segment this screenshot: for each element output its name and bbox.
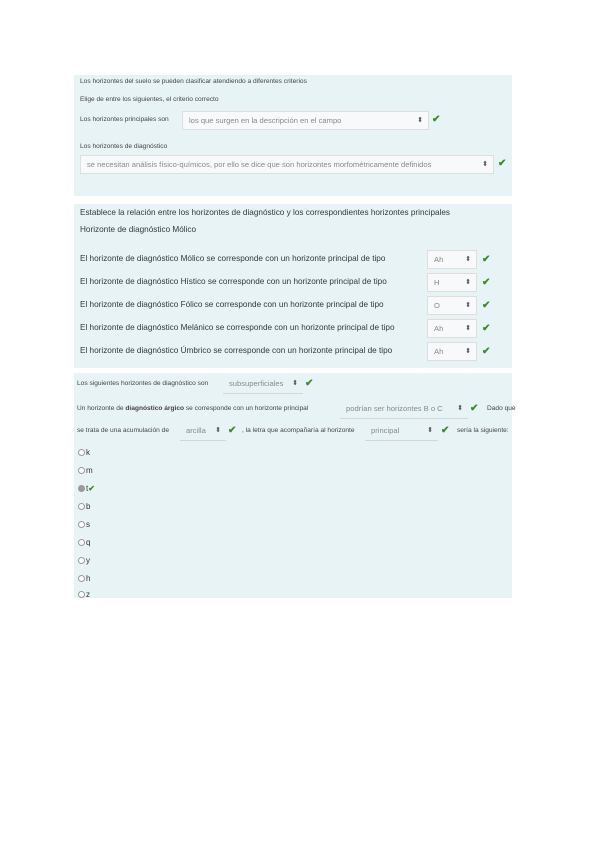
radio-option[interactable] [78,448,90,457]
select-caret-icon: ⬍ [457,405,463,412]
q2-title: Establece la relación entre los horizontes de diagnóstico y los correspondientes horizontes principales [80,208,451,217]
select-caret-icon: ⬍ [292,380,298,387]
select-caret-icon: ⬍ [465,348,471,355]
q2-row-text: El horizonte de diagnóstico Fólico se corresponde con un horizonte principal de tipo [80,300,384,309]
radio-option[interactable] [78,538,90,547]
q1-row2-value: se necesitan análisis físico-químicos, por ello se dice que son horizontes morfométricamente definidos [87,160,432,169]
q2-row-select[interactable] [427,250,477,269]
radio-option[interactable] [78,502,90,511]
check-icon: ✔ [305,378,314,389]
radio-button[interactable] [78,575,85,582]
q3-line3-mid: , la letra que acompañaría al horizonte [242,427,355,434]
q2-row-value: Ah [434,255,444,264]
q2-row-text: El horizonte de diagnóstico Hístico se corresponde con un horizonte principal de tipo [80,277,387,286]
q2-row-select[interactable] [427,342,477,361]
q3-line3-select[interactable] [180,422,226,441]
q2-subtitle: Horizonte de diagnóstico Mólico [80,225,197,234]
q3-line3-post: sería la siguiente: [457,427,509,434]
q1-row1-select[interactable] [182,111,429,130]
radio-option-label: q [86,538,91,547]
q3-line3-value-2: principal [371,426,400,435]
radio-button[interactable] [78,467,85,474]
q3-line3-pre: se trata de una acumulación de [77,427,170,434]
q3-line3-value: arcilla [186,426,206,435]
check-icon: ✔ [88,484,95,493]
radio-button[interactable] [78,503,85,510]
radio-option-label: s [86,520,90,529]
radio-option[interactable] [78,484,95,494]
select-caret-icon: ⬍ [465,279,471,286]
select-caret-icon: ⬍ [215,427,221,434]
q2-row-value: Ah [434,347,444,356]
radio-option-label: t [86,484,89,493]
q3-line2-mid: se corresponde con un horizonte principal [185,405,309,412]
q2-row-select[interactable] [427,319,477,338]
check-icon: ✔ [498,158,507,169]
radio-option-label: y [86,556,90,565]
q2-row-text: El horizonte de diagnóstico Úmbrico se corresponde con un horizonte principal de tipo [80,346,393,355]
radio-option-label: m [86,466,93,475]
q3-line3-select-2[interactable] [365,422,438,441]
check-icon: ✔ [432,114,441,125]
q1-instruction: Elige de entre los siguientes, el criterio correcto [80,96,219,103]
q2-row-text: El horizonte de diagnóstico Mólico se corresponde con un horizonte principal de tipo [80,254,386,263]
q2-row-value: O [434,301,440,310]
select-caret-icon: ⬍ [465,325,471,332]
q3-line2-pre: Un horizonte de [77,405,124,412]
q1-row2-select[interactable] [80,155,494,174]
q3-line1-value: subsuperficiales [229,379,284,388]
check-icon: ✔ [470,403,479,414]
radio-option-label: k [86,448,90,457]
radio-option-label: h [86,574,91,583]
q3-line2 [77,405,308,412]
check-icon: ✔ [228,425,237,436]
q3-line2-select[interactable] [340,400,468,419]
radio-button[interactable] [78,557,85,564]
radio-button[interactable] [78,539,85,546]
q2-row-select[interactable] [427,273,477,292]
check-icon: ✔ [441,425,450,436]
q1-row1-value: los que surgen en la descripción en el campo [189,116,342,125]
check-icon: ✔ [482,277,491,288]
q1-intro: Los horizontes del suelo se pueden clasificar atendiendo a diferentes criterios [80,78,307,85]
radio-button[interactable] [78,521,85,528]
select-caret-icon: ⬍ [427,427,433,434]
q2-row-value: Ah [434,324,444,333]
radio-option-label: b [86,502,91,511]
q3-line2-post: Dado que [487,405,516,412]
check-icon: ✔ [482,300,491,311]
select-caret-icon: ⬍ [465,256,471,263]
select-caret-icon: ⬍ [482,161,488,168]
question-panel-1 [74,75,512,196]
radio-option[interactable] [78,574,90,583]
radio-button[interactable] [78,449,85,456]
check-icon: ✔ [482,323,491,334]
q1-row2-label: Los horizontes de diagnóstico [80,143,168,150]
select-caret-icon: ⬍ [465,302,471,309]
radio-option-label: z [86,590,90,599]
q2-row-select[interactable] [427,296,477,315]
q3-line2-bold: diagnóstico árgico [125,405,185,412]
q3-line2-value: podrían ser horizontes B o C [346,404,443,413]
radio-button[interactable] [78,591,85,598]
check-icon: ✔ [482,254,491,265]
q2-row-text: El horizonte de diagnóstico Melánico se corresponde con un horizonte principal de tipo [80,323,395,332]
q3-line1-label: Los siguientes horizontes de diagnóstico son [77,380,209,387]
q2-row-value: H [434,278,440,287]
check-icon: ✔ [482,346,491,357]
radio-option[interactable] [78,520,90,529]
radio-option[interactable] [78,466,93,475]
select-caret-icon: ⬍ [417,117,423,124]
radio-option[interactable] [78,556,90,565]
q1-row1-label: Los horizontes principales son [80,116,169,123]
radio-option[interactable] [78,590,90,599]
q3-line1-select[interactable] [223,375,303,394]
radio-button-selected[interactable] [78,485,85,492]
